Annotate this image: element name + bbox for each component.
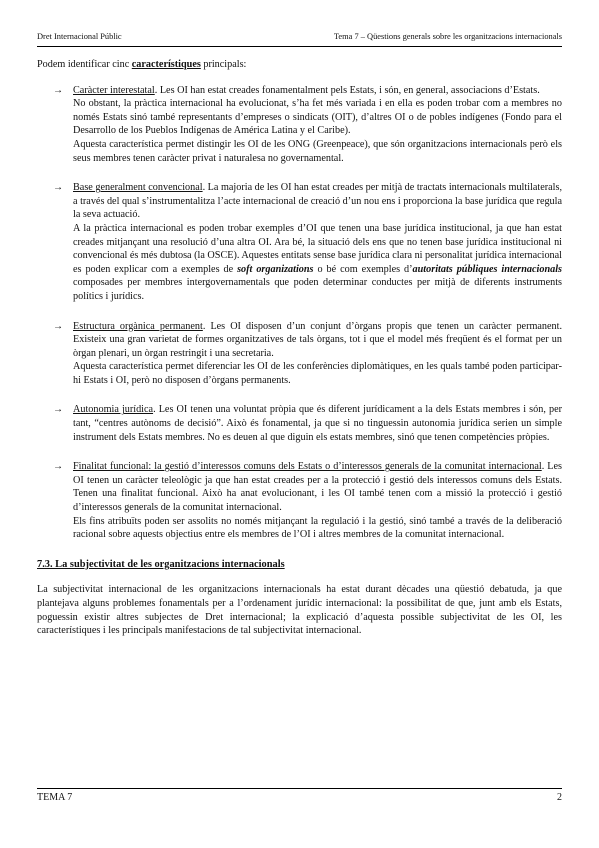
list-item-permanent-structure (37, 320, 562, 388)
list-item-interstate (37, 84, 562, 166)
item-title: Caràcter interestatal (73, 84, 155, 96)
item-paragraph: Aquesta característica permet diferenciar les OI de les conferències diplomàtiques, en les quals també poden participar-hi Estats i OI, però no disposen d’òrgans permanents. (73, 361, 562, 386)
item-body: . Les OI han estat creades fonamentalment pels Estats, i són, en general, associacions d’Estats. (154, 84, 540, 96)
item-text-part: A la pràctica internacional es poden trobar exemples d’OI que tenen una base jurídica institucional, ja que han estat creades mitjançant una resolució d’una altra OI. Ara bé, la situació dels ens que no tenen base jurídica institucional ni convencional és més dubtosa (la OSCE). Aquestes entitats sense base jurídica clara ni personalitat jurídica internacional es poden explicar com a exemples de (73, 222, 562, 275)
header-course-title: Dret Internacional Públic (37, 32, 122, 41)
item-paragraph: Aquesta característica permet distingir les OI de les ONG (Greenpeace), que són organitzacions internacionals però els seus membres tenen caràcter privat i naturalesa no governamental. (73, 138, 562, 164)
arrow-icon: → (53, 84, 64, 96)
public-authorities-term: autoritats públiques internacionals (412, 263, 563, 275)
page-footer (37, 792, 562, 803)
page-body (37, 58, 562, 638)
header-divider (37, 46, 562, 47)
footer-divider (37, 788, 562, 789)
item-body: . Les OI tenen una voluntat pròpia que és diferent jurídicament a la dels Estats membres i són, per tant, “centres autònoms de decisió”. Això és fonamental, ja que si no tinguessin autonomia jurídica serien un simple instrument dels Estats membres. No es deuen al que diguin els estats membres, sinó que tenen competències pròpies. (73, 404, 562, 443)
item-body: . Les OI tenen un caràcter teleològic ja que han estat creades per a la protecció i gestió dels interessos comuns dels Estats. Tenen una finalitat funcional. Això ha anat evolucionant, i les OI també tenen com a missió la protecció i gestió d’interessos generals de la comunitat internacional. (73, 461, 562, 514)
arrow-icon: → (53, 182, 64, 194)
arrow-icon: → (53, 404, 64, 416)
intro-text: Podem identificar cinc (37, 59, 132, 70)
header-topic-title: Tema 7 – Qüestions generals sobre les organitzacions internacionals (333, 32, 562, 41)
item-text (73, 84, 562, 98)
arrow-icon: → (53, 320, 64, 332)
intro-keyword: característiques (131, 59, 201, 70)
intro-text-end: principals: (200, 59, 247, 70)
item-title: Estructura orgànica permanent (73, 320, 203, 332)
item-title: Base generalment convencional (73, 182, 203, 194)
footer-topic: TEMA 7 (37, 792, 73, 803)
characteristics-list (37, 84, 562, 542)
item-text (73, 460, 562, 514)
list-item-legal-autonomy (37, 403, 562, 444)
item-paragraph: No obstant, la pràctica internacional ha evolucionat, s’ha fet més variada i en ella es poden trobar com a membres no només Estats sinó també representants d’empreses o sindicats (OIT), d’altres OI o de pobles indígenes (Fondo para el Desarrollo de los Pueblos Indígenas de América Latina y el Caribe). (73, 98, 562, 137)
section-heading: 7.3. La subjectivitat de les organitzacions internacionals (37, 558, 285, 570)
page-header (37, 32, 562, 44)
soft-organizations-term: soft organizations (237, 263, 314, 275)
item-title: Autonomia jurídica (73, 404, 154, 416)
item-paragraph (73, 222, 562, 304)
arrow-icon: → (53, 461, 64, 473)
item-body: . Les OI disposen d’un conjunt d’òrgans propis que tenen un caràcter permanent. Existeix una gran varietat de formes organitzatives de tals òrgans, tot i que el model més freqüent és el format per un òrgan plenari, un òrgan restringit i una secretaria. (73, 320, 562, 359)
page-number: 2 (557, 792, 562, 803)
item-title: Finalitat funcional: la gestió d’interessos comuns dels Estats o d’interessos generals de la comunitat internacional (73, 461, 542, 473)
item-text-part: o bé com exemples d’ (313, 263, 413, 275)
item-text (73, 403, 562, 444)
item-body: . La majoria de les OI han estat creades per mitjà de tractats internacionals multilaterals, a través del qual s’instrumentalitza l’acte internacional de creació d’un nou ens i proporciona la base jurídica que regula la seva actuació. (73, 182, 562, 221)
item-text (73, 181, 562, 222)
item-text-part: composades per membres intergovernamentals que poden determinar conductes per mitjà de diferents instruments polítics i jurídics. (73, 277, 562, 302)
item-text (73, 320, 562, 361)
section-paragraph: La subjectivitat internacional de les organitzacions internacionals ha estat durant dècades una qüestió debatuda, ja que plantejava alguns problemes fonamentals per a l’ordenament jurídic internacional: la possibilitat de que, junt amb els Estats, poguessin existir altres subjectes de Dret internacional; la explicació d’aquesta possible subjectivitat de les OI, les característiques i les principals manifestacions de tal subjectivitat internacional. (37, 584, 562, 637)
intro-paragraph (37, 58, 562, 72)
list-item-functional-purpose (37, 460, 562, 542)
list-item-conventional-base (37, 181, 562, 303)
item-paragraph: Els fins atribuïts poden ser assolits no només mitjançant la regulació i la gestió, sinó també a través de la deliberació racional sobre aquests objectius entre els membres de l’OI i altres membres de la comunitat internacional. (73, 515, 562, 541)
